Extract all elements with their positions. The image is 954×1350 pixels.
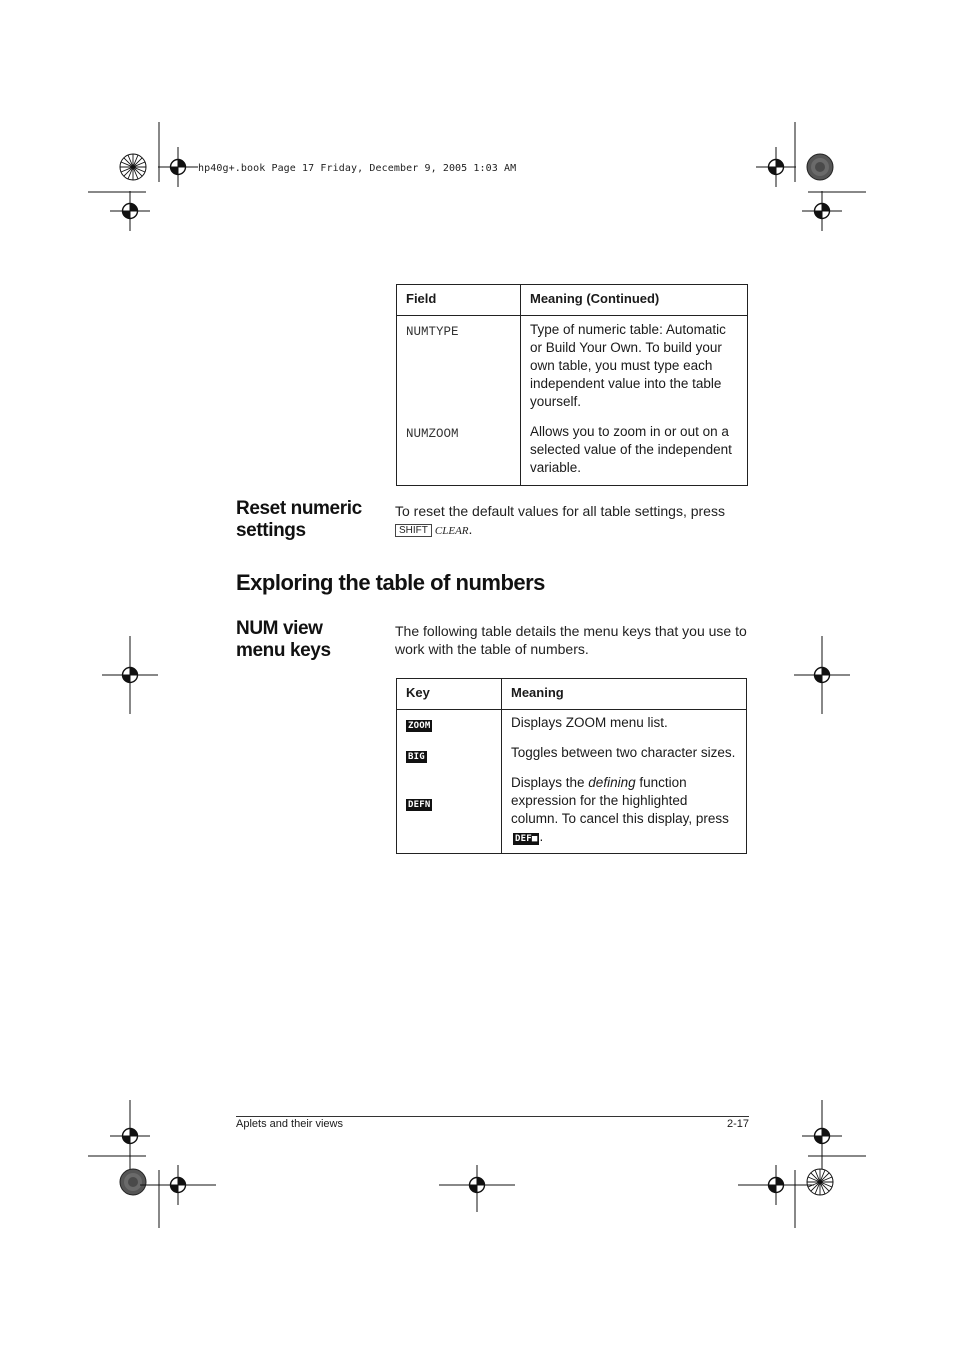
heading-line: menu keys bbox=[236, 640, 331, 661]
section-title: Exploring the table of numbers bbox=[236, 570, 545, 595]
table-body bbox=[397, 710, 747, 854]
table-row bbox=[397, 316, 748, 424]
punctuation: . bbox=[468, 521, 473, 537]
print-slug: hp40g+.book Page 17 Friday, December 9, 2005 1:03 AM bbox=[198, 163, 517, 174]
table-header-row bbox=[397, 679, 747, 710]
num-view-paragraph: The following table details the menu keys that you use to work with the table of numbers. bbox=[395, 623, 747, 657]
paragraph-text: To reset the default values for all table settings, press bbox=[395, 503, 725, 519]
menu-keys-table bbox=[396, 678, 747, 854]
key-column bbox=[397, 710, 502, 854]
zoom-meaning: Displays ZOOM menu list. bbox=[511, 715, 668, 730]
column-header-field: Field bbox=[397, 285, 521, 316]
shift-key: SHIFT bbox=[395, 524, 432, 537]
field-meaning: Type of numeric table: Automatic or Build Your Own. To build your own table, you must type each independent value into the table yourself. bbox=[521, 316, 748, 424]
page-number: 2-17 bbox=[726, 1118, 749, 1130]
field-name: NUMZOOM bbox=[397, 423, 521, 486]
big-meaning: Toggles between two character sizes. bbox=[511, 745, 736, 760]
table-row bbox=[397, 423, 748, 486]
heading-line: NUM view bbox=[236, 618, 323, 639]
field-meaning-table bbox=[396, 284, 748, 486]
column-header-meaning: Meaning bbox=[502, 679, 747, 710]
field-name: NUMTYPE bbox=[397, 316, 521, 424]
punctuation: . bbox=[539, 829, 544, 844]
meaning-column bbox=[502, 710, 747, 854]
big-menu-key: BIG bbox=[408, 752, 425, 762]
reset-numeric-settings-heading bbox=[236, 498, 362, 542]
reset-paragraph bbox=[395, 502, 750, 540]
meaning-text: function expression for the highlighted column. To cancel this display, press bbox=[511, 775, 729, 826]
footer-chapter: Aplets and their views bbox=[236, 1118, 343, 1130]
defn-meaning bbox=[511, 774, 737, 846]
zoom-menu-key: ZOOM bbox=[408, 721, 431, 731]
meaning-text: Displays the bbox=[511, 775, 589, 790]
clear-key-label: CLEAR bbox=[434, 525, 469, 537]
def-cancel-menu-key: DEF■ bbox=[515, 834, 538, 844]
field-meaning: Allows you to zoom in or out on a selected value of the independent variable. bbox=[521, 423, 748, 486]
meaning-emphasis: defining bbox=[588, 775, 636, 790]
num-view-menu-keys-heading bbox=[236, 618, 331, 662]
footer-rule bbox=[236, 1116, 749, 1117]
column-header-key: Key bbox=[397, 679, 502, 710]
heading-line: Reset numeric bbox=[236, 498, 362, 519]
table-header-row bbox=[397, 285, 748, 316]
defn-menu-key: DEFN bbox=[408, 800, 431, 810]
heading-line: settings bbox=[236, 520, 306, 541]
column-header-meaning: Meaning (Continued) bbox=[521, 285, 748, 316]
